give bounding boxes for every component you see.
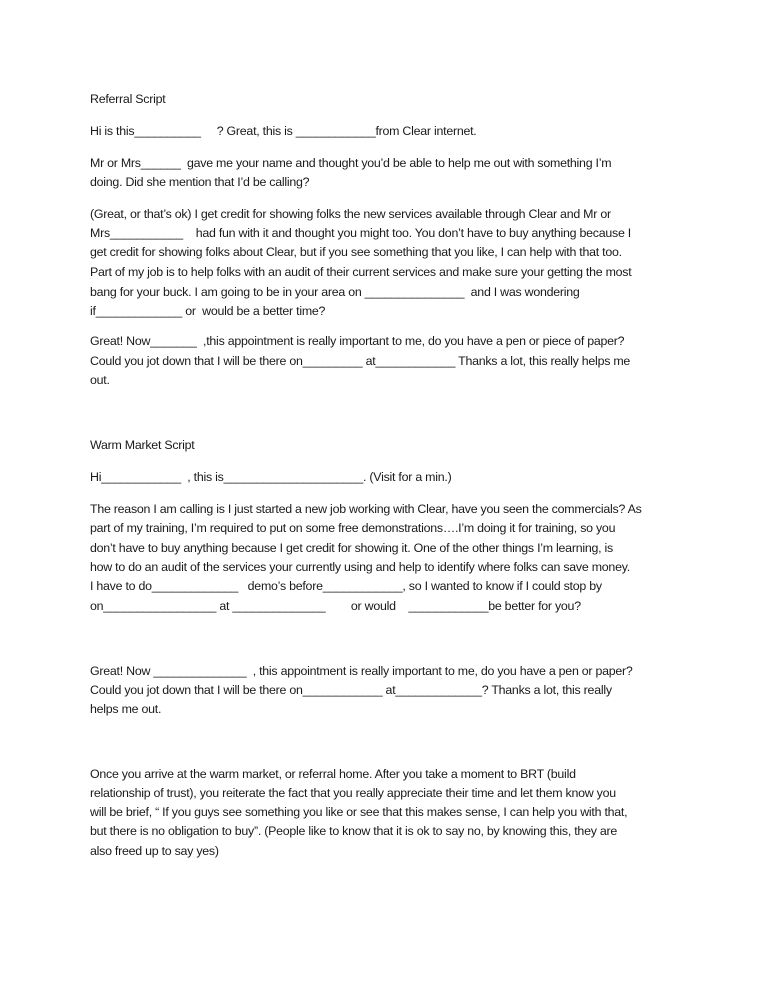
referral-line: Mrs___________ had fun with it and thought you might too. You don’t have to buy anything because I: [90, 226, 631, 240]
warm-line: don’t have to buy anything because I get credit for showing it. One of the other things I’m learning, is: [90, 541, 613, 555]
referral-line: if_____________ or would be a better time?: [90, 304, 326, 318]
warm-line: on_________________ at ______________ or would ____________be better for you?: [90, 599, 581, 613]
closing-line: relationship of trust), you reiterate the fact that you really appreciate their time and let them know you: [90, 786, 616, 800]
referral-line: Could you jot down that I will be there on_________ at____________ Thanks a lot, this really helps me: [90, 354, 631, 368]
referral-line: get credit for showing folks about Clear, but if you see something that you like, I can help with that too.: [90, 245, 622, 259]
warm-line: how to do an audit of the services your currently using and help to identify where folks can save money.: [90, 560, 630, 574]
closing-line: also freed up to say yes): [90, 844, 219, 858]
warm-line: part of my training, I’m required to put on some free demonstrations….I’m doing it for training, so you: [90, 521, 616, 535]
warm-line: Could you jot down that I will be there on____________ at_____________? Thanks a lot, this really: [90, 683, 612, 697]
referral-line: doing. Did she mention that I’d be calling?: [90, 175, 310, 189]
referral-line: Great! Now_______ ,this appointment is really important to me, do you have a pen or piece of paper?: [90, 334, 625, 348]
closing-line: but there is no obligation to buy”. (People like to know that it is ok to say no, by knowing this, they are: [90, 824, 618, 838]
warm-line: I have to do_____________ demo’s before____________, so I wanted to know if I could stop by: [90, 579, 602, 593]
referral-line: Part of my job is to help folks with an audit of their current services and make sure your getting the most: [90, 265, 632, 279]
warm-line: Great! Now ______________ , this appointment is really important to me, do you have a pen or paper?: [90, 664, 633, 678]
warm-line: The reason I am calling is I just started a new job working with Clear, have you seen the commercials? As: [90, 502, 642, 516]
section-title-warm-market: Warm Market Script: [90, 438, 195, 452]
warm-line: Hi____________ , this is_____________________. (Visit for a min.): [90, 470, 452, 484]
referral-line: bang for your buck. I am going to be in your area on _______________ and I was wondering: [90, 285, 580, 299]
referral-line: out.: [90, 373, 110, 387]
warm-line: helps me out.: [90, 702, 162, 716]
section-title-referral: Referral Script: [90, 92, 166, 106]
referral-line: Hi is this__________ ? Great, this is ____________from Clear internet.: [90, 124, 477, 138]
closing-line: Once you arrive at the warm market, or referral home. After you take a moment to BRT (build: [90, 767, 576, 781]
closing-line: will be brief, “ If you guys see something you like or see that this makes sense, I can help you with that,: [90, 805, 628, 819]
referral-line: (Great, or that’s ok) I get credit for showing folks the new services available through Clear and Mr or: [90, 207, 611, 221]
referral-line: Mr or Mrs______ gave me your name and thought you’d be able to help me out with something I’m: [90, 156, 612, 170]
